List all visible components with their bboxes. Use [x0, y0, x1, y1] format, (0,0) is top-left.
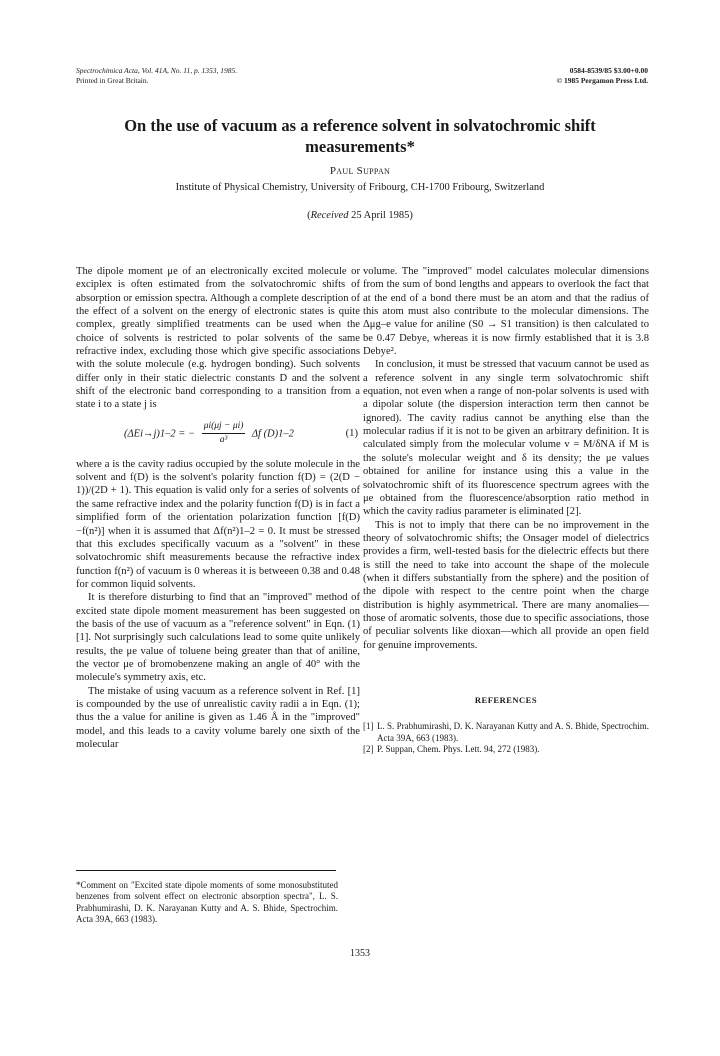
paragraph: The mistake of using vacuum as a reference solvent in Ref. [1] is compounded by the use of unrealistic cavity radii a in Eqn. (1); thus the a value for aniline is given as 1.46 Å in the "improved" model, and this leads to a cavity volume barely one sixth of the molecular [76, 685, 360, 750]
footnote: *Comment on "Excited state dipole moments of some monosubstituted benzenes from solvent effect on electronic absorption spectra", L. S. Prabhumirashi, D. K. Narayanan Kutty and A. S. Bhide, Spectrochim. Acta 39A, 663 (1983). [76, 880, 338, 925]
journal-citation: Spectrochimica Acta, Vol. 41A, No. 11, p. 1353, 1985. [76, 66, 238, 75]
equation-fraction [202, 420, 246, 448]
paragraph: where a is the cavity radius occupied by the solute molecule in the solvent and f(D) is the solvent's polarity function f(D) = (2(D − 1))/(2D + 1). This equation is valid only for a series of solvents of the same refractive index and the polarity function f(D) is in fact a simplified form of the orientation polarization function [f(D)−f(n²)] when it is assumed that Δf(n²)1–2 = 0. It must be stressed that this excludes specifically vacuum as a "solvent" in these solvatochromic shift measurements because the refractive index function f(n²) of vacuum is 0 whereas it is betweeen 0.38 and 0.48 for common liquid solvents. [76, 458, 360, 590]
running-header-left [76, 66, 237, 86]
references-heading: REFERENCES [474, 694, 538, 705]
paragraph: The dipole moment μe of an electronically excited molecule or exciplex is often estimated from the solvatochromic shifts of absorption or emission spectra. Although a complete description of the effect of a solvent on the energy of electronic states is quite complex, greatly simplified treatments can be used when the choice of solvents is restricted to polar solvents of the same refractive index, excluding those which give specific associations with the solute molecule (e.g. hydrogen bonding). Such solvents differ only in their static dielectric constants D and the solvent shift of the electronic band corresponding to a transition from a state i to a state j is [76, 266, 360, 411]
left-column [76, 265, 360, 751]
received-date-value: 25 April 1985 [351, 210, 410, 221]
paragraph: It is therefore disturbing to find that an "improved" method of excited state dipole moment measurement has been suggested on the basis of the use of vacuum as a "reference solvent" in Eqn. (1) [1]. Not surprisingly such calculations lead to some quite unlikely results, the μe value of toluene being greater than that of aniline, the vector μe of bromobenzene making an angle of 40° with the molecule's symmetry axis, etc. [76, 592, 360, 684]
running-header-right [557, 66, 649, 86]
equation-number: (1) [345, 428, 358, 440]
right-column [363, 265, 649, 756]
received-label: Received [310, 210, 349, 221]
author-affiliation: Institute of Physical Chemistry, University of Fribourg, CH-1700 Fribourg, Switzerland [175, 182, 545, 193]
footnote-divider [76, 870, 336, 871]
article-title: On the use of vacuum as a reference solvent in solvatochromic shift measurements* [124, 116, 596, 156]
reference-item [363, 744, 649, 756]
paragraph: This is not to imply that there can be no improvement in the theory of solvatochromic shifts; the Onsager model of dielectrics provides a firm, well-tested basis for the dielectric effects but there is still the need to take into account the shape of the molecule (when it differs substantially from the sphere) and the position of the dipole with respect to the centre point when the charge distribution is highly asymmetrical. There are many anomalies—those of aromatic solvents, those due to specific associations, those of peculiar solvents like dioxan—which all provide an open field for genuine improvements. [363, 519, 649, 651]
reference-index: [2] [363, 744, 374, 755]
page-number: 1353 [350, 948, 370, 959]
reference-text: L. S. Prabhumirashi, D. K. Narayanan Kutty and A. S. Bhide, Spectrochim. Acta 39A, 663 (1983). [377, 721, 649, 743]
equation-lhs: (ΔEi→j)1–2 = − [124, 428, 196, 440]
author-name: Paul Suppan [329, 165, 391, 177]
reference-item [363, 721, 649, 744]
paragraph: volume. The "improved" model calculates molecular dimensions from the sum of bond lengths and appears to overlook the fact that at the end of a bond there must be an atom and that the radius of this atom must also contribute to the molecular dimensions. The Δμg–e value for aniline (S0 → S1 transition) is then calculated to be 0.47 Debye, whereas it is now firmly established that it is 3.8 Debye². [363, 266, 649, 358]
printed-in: Printed in Great Britain. [76, 76, 149, 85]
reference-text: P. Suppan, Chem. Phys. Lett. 94, 272 (1983). [377, 744, 540, 755]
copyright: © 1985 Pergamon Press Ltd. [556, 76, 648, 85]
equation-rhs: Δf (D)1–2 [251, 428, 294, 440]
equation-denominator: a³ [219, 435, 228, 446]
paragraph: In conclusion, it must be stressed that vacuum cannot be used as a reference solvent in any single term solvatochromic shift equation, not even when a range of non-polar solvents is used with a dipolar solute (the dispersion interaction term then cannot be ignored). The cavity radius cannot be anything else than the molecular radius if it is not to be given an arbitrary definition. It is calculated simply from the molecular volume v = M/δNA if M is the solute's molecular weight and δ its density; the μe values obtained for aniline for instance using this a value in the solvatochromic shift of its fluorescence spectrum agrees with the μe obtained from the fluorescence/absorption ratio method in which the cavity radius parameter is eliminated [2]. [363, 359, 649, 518]
equation-1 [76, 420, 360, 448]
received-date: (Received 25 April 1985) [307, 210, 413, 221]
equation-numerator: μi(μj − μi) [202, 420, 246, 434]
reference-index: [1] [363, 721, 374, 732]
equation-body [124, 420, 294, 448]
article-code: 0584-8539/85 $3.00+0.00 [569, 66, 648, 75]
